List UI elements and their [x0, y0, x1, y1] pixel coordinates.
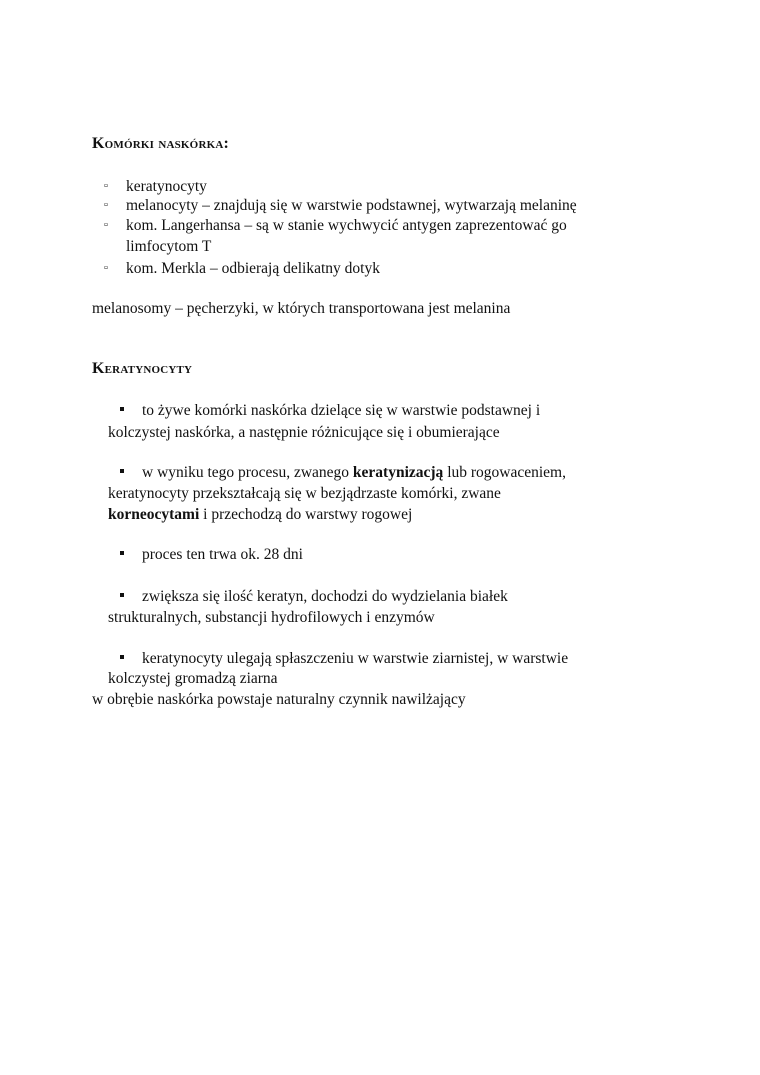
- paragraph-text: zwiększa się ilość keratyn, dochodzi do wydzielania białek: [142, 588, 508, 605]
- melanosomy-note: melanosomy – pęcherzyki, w których transportowana jest melanina: [92, 300, 511, 317]
- bullet-icon: ▫: [104, 199, 108, 211]
- square-bullet-icon: [120, 469, 124, 473]
- bullet-paragraph-line: [120, 648, 568, 669]
- term-korneocyty: korneocytami: [108, 506, 200, 523]
- list-item-text: kom. Merkla – odbierają delikatny dotyk: [126, 260, 380, 277]
- paragraph-text: to żywe komórki naskórka dzielące się w warstwie podstawnej i: [142, 402, 541, 419]
- bullet-paragraph-line: [120, 400, 540, 421]
- paragraph-text: i przechodzą do warstwy rogowej: [199, 506, 413, 523]
- section-heading-komorki: Komórki naskórka:: [92, 135, 230, 152]
- square-bullet-icon: [120, 407, 124, 411]
- paragraph-line: kolczystej naskórka, a następnie różnicujące się i obumierające: [108, 424, 500, 441]
- list-item-text: kom. Langerhansa – są w stanie wychwycić antygen zaprezentować go: [126, 217, 567, 234]
- bullet-paragraph-line: [120, 462, 566, 483]
- list-item-text: limfocytom T: [126, 238, 212, 255]
- paragraph-text: lub rogowaceniem,: [443, 464, 566, 481]
- bullet-icon: ▫: [104, 262, 108, 274]
- paragraph-line: kolczystej gromadzą ziarna: [108, 670, 278, 687]
- list-item-text: melanocyty – znajdują się w warstwie podstawnej, wytwarzają melaninę: [126, 197, 577, 214]
- list-item-text: keratynocyty: [126, 178, 207, 195]
- section-heading-keratynocyty: Keratynocyty: [92, 360, 193, 377]
- paragraph-line: [108, 504, 412, 525]
- paragraph-text: w wyniku tego procesu, zwanego: [142, 464, 353, 481]
- paragraph-text: proces ten trwa ok. 28 dni: [142, 546, 303, 563]
- square-bullet-icon: [120, 655, 124, 659]
- bullet-icon: ▫: [104, 180, 108, 192]
- bullet-paragraph-line: [120, 586, 508, 607]
- closing-line: w obrębie naskórka powstaje naturalny czynnik nawilżający: [92, 691, 466, 708]
- square-bullet-icon: [120, 551, 124, 555]
- paragraph-text: keratynocyty ulegają spłaszczeniu w warstwie ziarnistej, w warstwie: [142, 650, 569, 667]
- paragraph-line: strukturalnych, substancji hydrofilowych i enzymów: [108, 609, 435, 626]
- paragraph-line: keratynocyty przekształcają się w bezjądrzaste komórki, zwane: [108, 485, 501, 502]
- bullet-icon: ▫: [104, 219, 108, 231]
- term-keratynizacja: keratynizacją: [352, 464, 444, 481]
- bullet-paragraph-line: [120, 544, 303, 565]
- square-bullet-icon: [120, 593, 124, 597]
